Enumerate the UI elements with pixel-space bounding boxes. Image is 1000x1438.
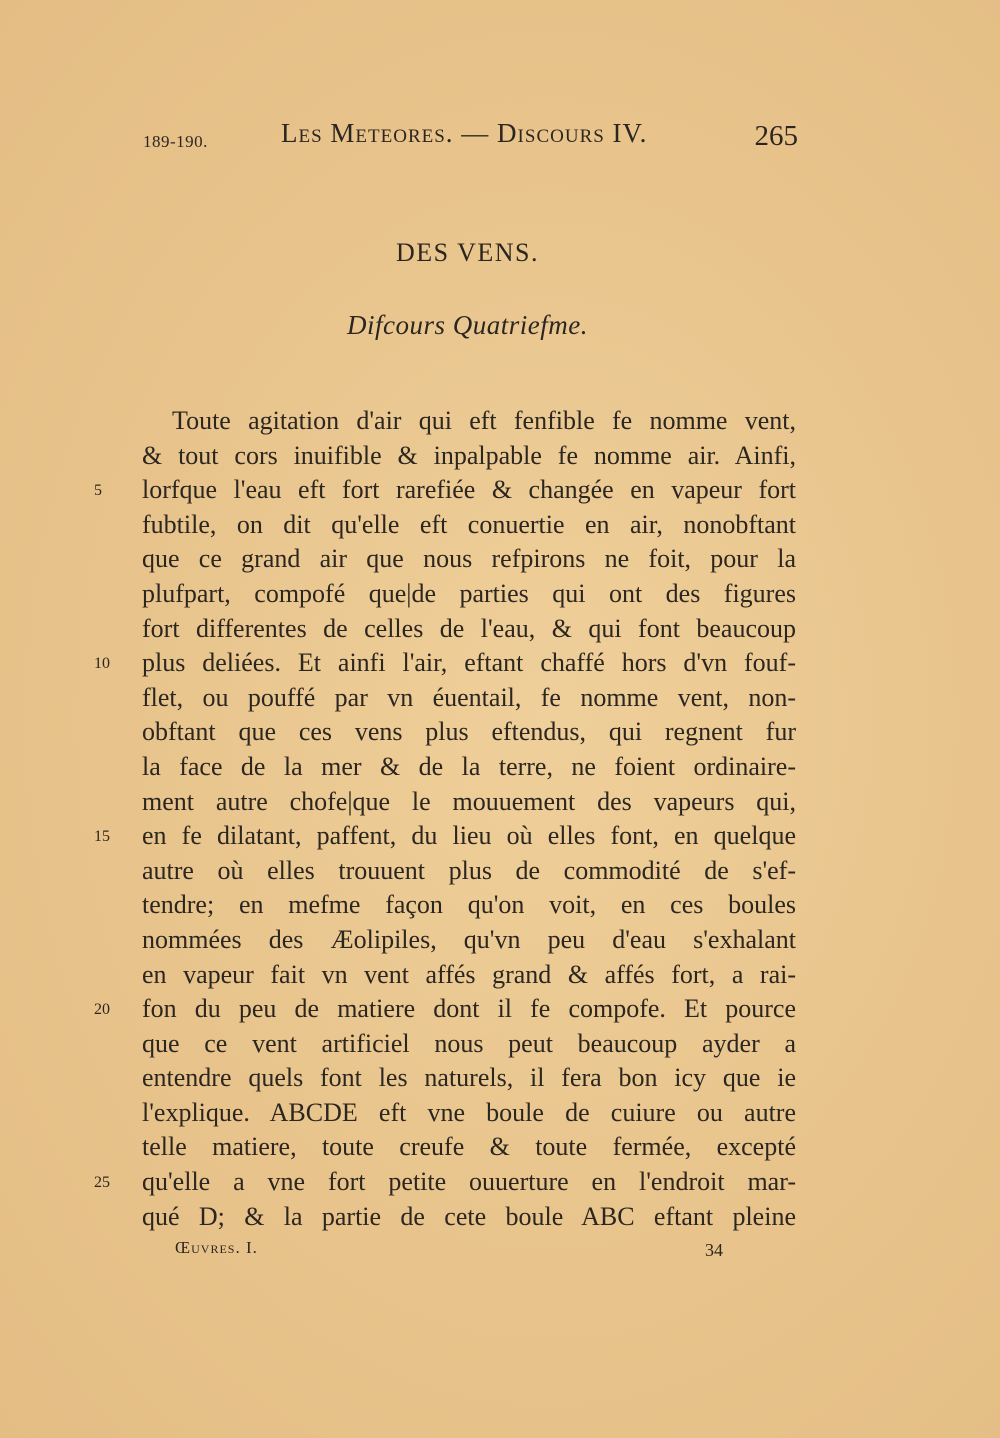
line-text: tendre; en mefme façon qu'on voit, en ces boules [142, 890, 796, 920]
line-text: entendre quels font les naturels, il fera bon icy que ie [142, 1063, 796, 1093]
text-line [142, 439, 796, 474]
line-text: & tout cors inuifible & inpalpable fe nomme air. Ainfi, [142, 440, 796, 470]
text-line [142, 577, 796, 612]
line-text: l'explique. ABCDE eft vne boule de cuiure ou autre [142, 1097, 796, 1127]
page-number: 265 [754, 120, 798, 152]
text-line [142, 542, 796, 577]
text-line [142, 1130, 796, 1165]
line-text: que ce grand air que nous refpirons ne foit, pour la [142, 544, 796, 574]
text-line [142, 1200, 796, 1235]
body-text [94, 404, 796, 1234]
line-text: nommées des Æolipiles, qu'vn peu d'eau s'exhalant [142, 924, 796, 954]
sheet-number: 34 [705, 1240, 723, 1260]
line-text: Toute agitation d'air qui eft fenfible fe nomme vent, [172, 406, 796, 435]
text-line [142, 1061, 796, 1096]
line-text: lorfque l'eau eft fort rarefiée & changée en vapeur fort [142, 475, 796, 505]
text-line [142, 508, 796, 543]
line-text: fort differentes de celles de l'eau, & qui font beaucoup [142, 613, 796, 643]
line-text: telle matiere, toute creufe & toute fermée, excepté [142, 1132, 796, 1162]
line-text: obftant que ces vens plus eftendus, qui regnent fur [142, 717, 796, 747]
text-line [142, 888, 796, 923]
text-line [94, 1165, 796, 1200]
line-number: 10 [94, 655, 110, 673]
text-line [142, 785, 796, 820]
line-text: flet, ou pouffé par vn éuentail, fe nomme vent, non- [142, 682, 796, 712]
line-number: 5 [94, 482, 102, 500]
line-number: 25 [94, 1174, 110, 1192]
text-line [94, 646, 796, 681]
page-range: 189-190. [143, 132, 208, 151]
text-line [142, 1096, 796, 1131]
text-line [142, 958, 796, 993]
signature-mark: Œuvres. I. [175, 1238, 258, 1257]
line-text: la face de la mer & de la terre, ne foient ordinaire- [142, 751, 796, 781]
line-text: qu'elle a vne fort petite ouuerture en l'endroit mar- [142, 1167, 796, 1197]
line-number: 20 [94, 1001, 110, 1019]
line-text: que ce vent artificiel nous peut beaucoup ayder a [142, 1028, 796, 1058]
text-line [142, 404, 796, 439]
text-line [94, 473, 796, 508]
text-line [142, 612, 796, 647]
line-text: plufpart, compofé que|de parties qui ont des figures [142, 578, 796, 608]
line-text: qué D; & la partie de cete boule ABC eftant pleine [142, 1201, 796, 1231]
text-line [142, 1027, 796, 1062]
text-line [142, 854, 796, 889]
line-text: en vapeur fait vn vent affés grand & affés fort, a rai- [142, 959, 796, 989]
text-line [142, 750, 796, 785]
text-line [142, 681, 796, 716]
line-text: ment autre chofe|que le mouuement des vapeurs qui, [142, 786, 796, 816]
line-text: fubtile, on dit qu'elle eft conuertie en air, nonobftant [142, 509, 796, 539]
line-text: plus deliées. Et ainfi l'air, eftant chaffé hors d'vn fouf- [142, 648, 796, 678]
text-line [142, 715, 796, 750]
section-subtitle: Difcours Quatriefme. [347, 310, 588, 340]
running-title: Les Meteores. — Discours IV. [281, 118, 648, 148]
section-title: DES VENS. [395, 238, 540, 267]
line-text: en fe dilatant, paffent, du lieu où elles font, en quelque [142, 821, 796, 851]
text-line [94, 819, 796, 854]
line-text: fon du peu de matiere dont il fe compofe. Et pource [142, 994, 796, 1024]
running-head [143, 118, 798, 158]
text-line [142, 923, 796, 958]
footer [175, 1238, 735, 1268]
text-line [94, 992, 796, 1027]
line-number: 15 [94, 828, 110, 846]
line-text: autre où elles trouuent plus de commodité de s'ef- [142, 855, 796, 885]
